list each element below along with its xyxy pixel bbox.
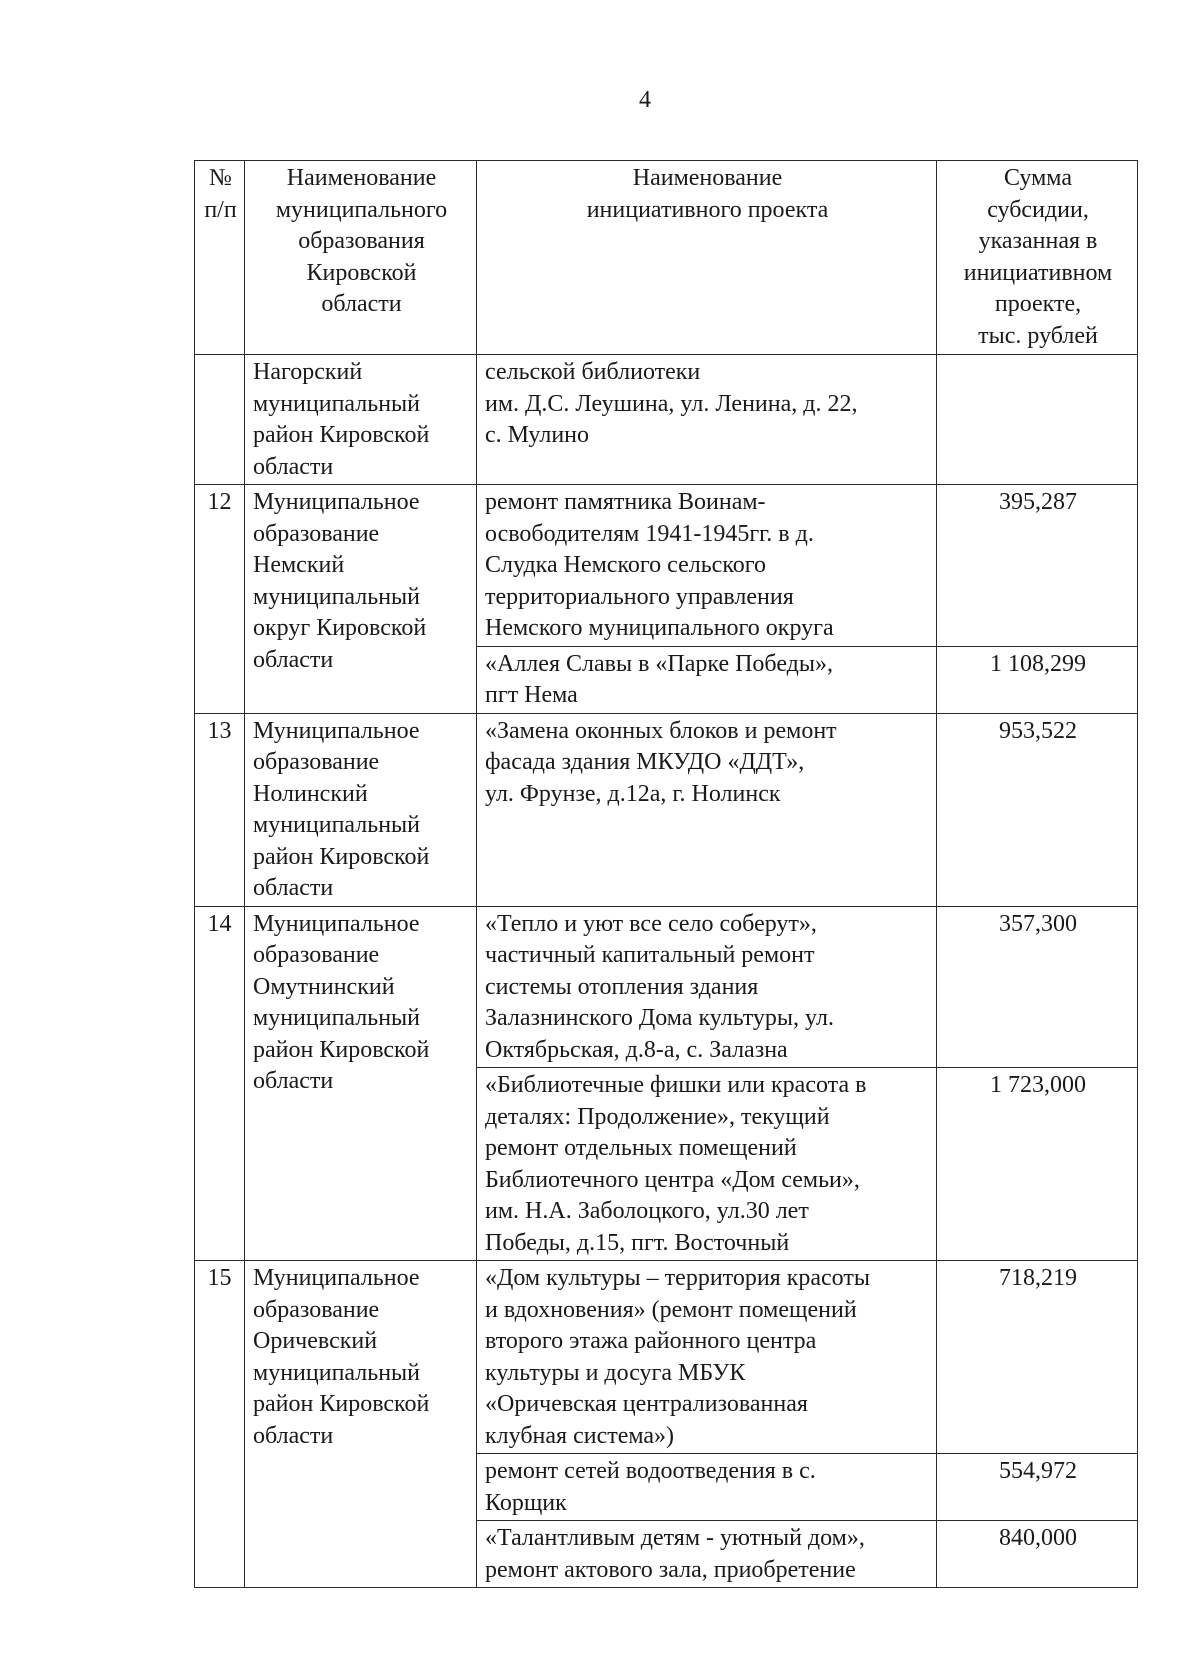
table-header-row: [195, 161, 1138, 355]
row-municipality: Муниципальное образование Немский муниципальный округ Кировской области: [245, 485, 477, 714]
row-project: «Дом культуры – территория красоты и вдохновения» (ремонт помещений второго этажа районного центра культуры и досуга МБУК «Оричевская централизованная клубная система»): [477, 1261, 937, 1454]
row-project: «Библиотечные фишки или красота в деталях: Продолжение», текущий ремонт отдельных помещений Библиотечного центра «Дом семьи», им. Н.А. Заболоцкого, ул.30 лет Победы, д.15, пгт. Восточный: [477, 1068, 937, 1261]
row-project: «Талантливым детям - уютный дом», ремонт актового зала, приобретение: [477, 1521, 937, 1588]
header-municipality: Наименование муниципального образования Кировской области: [245, 161, 477, 355]
row-number: 14: [195, 906, 245, 1261]
row-number: 15: [195, 1261, 245, 1588]
row-number: [195, 355, 245, 485]
page-number: 4: [639, 87, 651, 113]
table-row: [195, 1261, 1138, 1454]
row-project: сельской библиотеки им. Д.С. Леушина, ул. Ленина, д. 22, с. Мулино: [477, 355, 937, 485]
row-municipality: Нагорский муниципальный район Кировской области: [245, 355, 477, 485]
row-sum: 953,522: [937, 713, 1138, 906]
table-row: [195, 485, 1138, 647]
header-number: № п/п: [195, 161, 245, 355]
row-number: 13: [195, 713, 245, 906]
row-sum: [937, 355, 1138, 485]
row-sum: 357,300: [937, 906, 1138, 1068]
row-number: 12: [195, 485, 245, 714]
subsidy-table: [194, 160, 1138, 1588]
table-row: [195, 355, 1138, 485]
table-row: [195, 906, 1138, 1068]
header-sum: Сумма субсидии, указанная в инициативном проекте, тыс. рублей: [937, 161, 1138, 355]
row-project: ремонт памятника Воинам- освободителям 1941-1945гг. в д. Слудка Немского сельского территориального управления Немского муниципального округа: [477, 485, 937, 647]
row-project: «Замена оконных блоков и ремонт фасада здания МКУДО «ДДТ», ул. Фрунзе, д.12а, г. Нолинск: [477, 713, 937, 906]
row-municipality: Муниципальное образование Нолинский муниципальный район Кировской области: [245, 713, 477, 906]
row-municipality: Муниципальное образование Оричевский муниципальный район Кировской области: [245, 1261, 477, 1588]
row-municipality: Муниципальное образование Омутнинский муниципальный район Кировской области: [245, 906, 477, 1261]
row-sum: 840,000: [937, 1521, 1138, 1588]
table-row: [195, 713, 1138, 906]
row-project: «Тепло и уют все село соберут», частичный капитальный ремонт системы отопления здания Залазнинского Дома культуры, ул. Октябрьская, д.8-а, с. Залазна: [477, 906, 937, 1068]
header-project: Наименование инициативного проекта: [477, 161, 937, 355]
row-sum: 554,972: [937, 1454, 1138, 1521]
row-sum: 718,219: [937, 1261, 1138, 1454]
row-project: ремонт сетей водоотведения в с. Корщик: [477, 1454, 937, 1521]
row-sum: 1 723,000: [937, 1068, 1138, 1261]
row-project: «Аллея Славы в «Парке Победы», пгт Нема: [477, 646, 937, 713]
row-sum: 1 108,299: [937, 646, 1138, 713]
row-sum: 395,287: [937, 485, 1138, 647]
